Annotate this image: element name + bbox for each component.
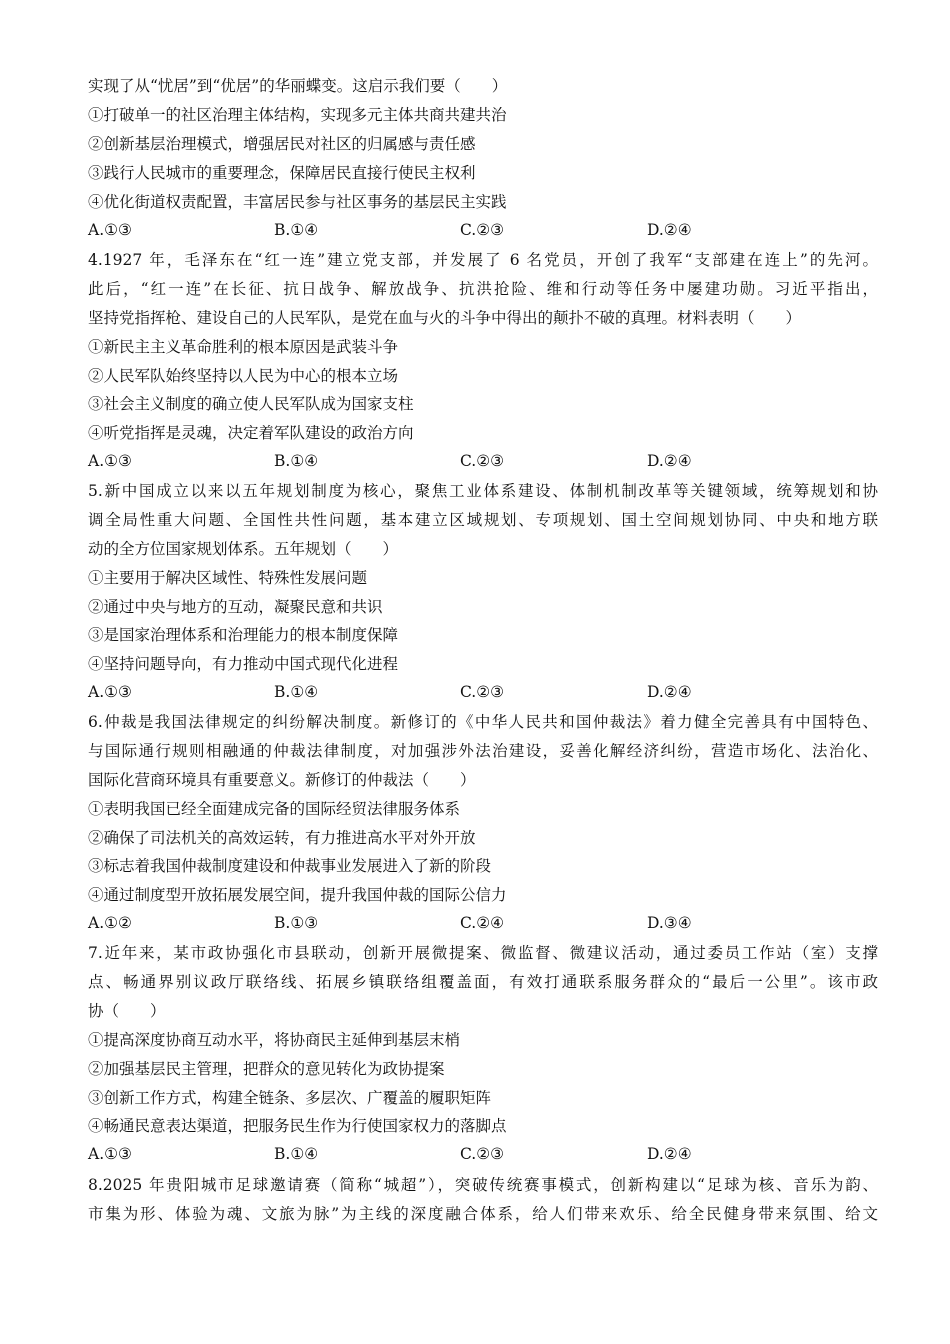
q4-stem-line-3: 坚持党指挥枪、建设自己的人民军队，是党在血与火的斗争中得出的颠扑不破的真理。材料表明（ ） [88,309,802,327]
q6-statement-4: ④通过制度型开放拓展发展空间，提升我国仲裁的国际公信力 [88,886,507,904]
q3-option-c[interactable]: C.②③ [460,221,505,239]
q4-option-d[interactable]: D.②④ [647,452,692,470]
q3-statement-3: ③践行人民城市的重要理念，保障居民直接行使民主权利 [88,164,476,182]
q7-option-d[interactable]: D.②④ [647,1145,692,1163]
q7-stem-line-1: 7.近年来，某市政协强化市县联动，创新开展微提案、微监督、微建议活动，通过委员工作站（室）支撑 [88,944,878,962]
q7-statement-4: ④畅通民意表达渠道，把服务民生作为行使国家权力的落脚点 [88,1117,507,1135]
q7-option-c[interactable]: C.②③ [460,1145,505,1163]
q5-option-d[interactable]: D.②④ [647,683,692,701]
q4-option-b[interactable]: B.①④ [274,452,319,470]
q3-stem: 实现了从“忧居”到“优居”的华丽蝶变。这启示我们要（ ） [88,77,508,95]
q8-stem-line-1: 8.2025 年贵阳城市足球邀请赛（简称“城超”），突破传统赛事模式，创新构建以“足球为核、音乐为韵、 [88,1176,878,1194]
q3-statement-1: ①打破单一的社区治理主体结构，实现多元主体共商共建共治 [88,106,507,124]
q4-options [88,451,878,473]
q4-statement-1: ①新民主主义革命胜利的根本原因是武装斗争 [88,338,399,356]
q6-option-b[interactable]: B.①③ [274,914,319,932]
q5-option-c[interactable]: C.②③ [460,683,505,701]
q4-stem-line-1: 4.1927 年，毛泽东在“红一连”建立党支部，并发展了 6 名党员，开创了我军“支部建在连上”的先河。 [88,251,878,269]
q5-option-b[interactable]: B.①④ [274,683,319,701]
q7-statement-3: ③创新工作方式，构建全链条、多层次、广覆盖的履职矩阵 [88,1089,492,1107]
q4-option-c[interactable]: C.②③ [460,452,505,470]
q5-statement-1: ①主要用于解决区域性、特殊性发展问题 [88,569,368,587]
q6-stem-line-2: 与国际通行规则相融通的仲裁法律制度，对加强涉外法治建设，妥善化解经济纠纷，营造市场化、法治化、 [88,742,878,760]
q6-option-c[interactable]: C.②④ [460,914,505,932]
q5-stem-line-2: 调全局性重大问题、全国性共性问题，基本建立区域规划、专项规划、国土空间规划协同、中央和地方联 [88,511,878,529]
q6-stem-line-1: 6.仲裁是我国法律规定的纠纷解决制度。新修订的《中华人民共和国仲裁法》着力健全完善具有中国特色、 [88,713,878,731]
q6-stem-line-3: 国际化营商环境具有重要意义。新修订的仲裁法（ ） [88,771,476,789]
q5-options [88,682,878,704]
q4-stem-line-2: 此后，“红一连”在长征、抗日战争、解放战争、抗洪抢险、维和行动等任务中屡建功勋。习近平指出， [88,280,878,298]
q5-stem-line-3: 动的全方位国家规划体系。五年规划（ ） [88,540,399,558]
q3-statement-4: ④优化街道权责配置，丰富居民参与社区事务的基层民主实践 [88,193,507,211]
q4-statement-3: ③社会主义制度的确立使人民军队成为国家支柱 [88,395,414,413]
q6-option-d[interactable]: D.③④ [647,914,692,932]
q7-stem-line-2: 点、畅通界别议政厅联络线、拓展乡镇联络组覆盖面，有效打通联系服务群众的“最后一公里”。该市政 [88,973,878,991]
q6-statement-1: ①表明我国已经全面建成完备的国际经贸法律服务体系 [88,800,461,818]
q6-statement-2: ②确保了司法机关的高效运转，有力推进高水平对外开放 [88,829,476,847]
q5-statement-2: ②通过中央与地方的互动，凝聚民意和共识 [88,598,383,616]
q5-option-a[interactable]: A.①③ [88,683,132,701]
q6-options [88,913,878,935]
q7-option-a[interactable]: A.①③ [88,1145,132,1163]
q4-option-a[interactable]: A.①③ [88,452,132,470]
q8-stem-line-2: 市集为形、体验为魂、文旅为脉”为主线的深度融合体系，给人们带来欢乐、给全民健身带来氛围、给文 [88,1205,878,1223]
q7-option-b[interactable]: B.①④ [274,1145,319,1163]
q5-statement-4: ④坚持问题导向，有力推动中国式现代化进程 [88,655,399,673]
q4-statement-4: ④听党指挥是灵魂，决定着军队建设的政治方向 [88,424,414,442]
q6-option-a[interactable]: A.①② [88,914,132,932]
q6-statement-3: ③标志着我国仲裁制度建设和仲裁事业发展进入了新的阶段 [88,857,492,875]
q4-statement-2: ②人民军队始终坚持以人民为中心的根本立场 [88,367,399,385]
q5-statement-3: ③是国家治理体系和治理能力的根本制度保障 [88,626,399,644]
q5-stem-line-1: 5.新中国成立以来以五年规划制度为核心，聚焦工业体系建设、体制机制改革等关键领域，统筹规划和协 [88,482,878,500]
q7-stem-line-3: 协（ ） [88,1002,166,1020]
q3-statement-2: ②创新基层治理模式，增强居民对社区的归属感与责任感 [88,135,476,153]
q3-options [88,220,878,242]
q7-options [88,1144,878,1166]
q3-option-b[interactable]: B.①④ [274,221,319,239]
q7-statement-1: ①提高深度协商互动水平，将协商民主延伸到基层末梢 [88,1031,461,1049]
q7-statement-2: ②加强基层民主管理，把群众的意见转化为政协提案 [88,1060,445,1078]
q3-option-a[interactable]: A.①③ [88,221,132,239]
q3-option-d[interactable]: D.②④ [647,221,692,239]
